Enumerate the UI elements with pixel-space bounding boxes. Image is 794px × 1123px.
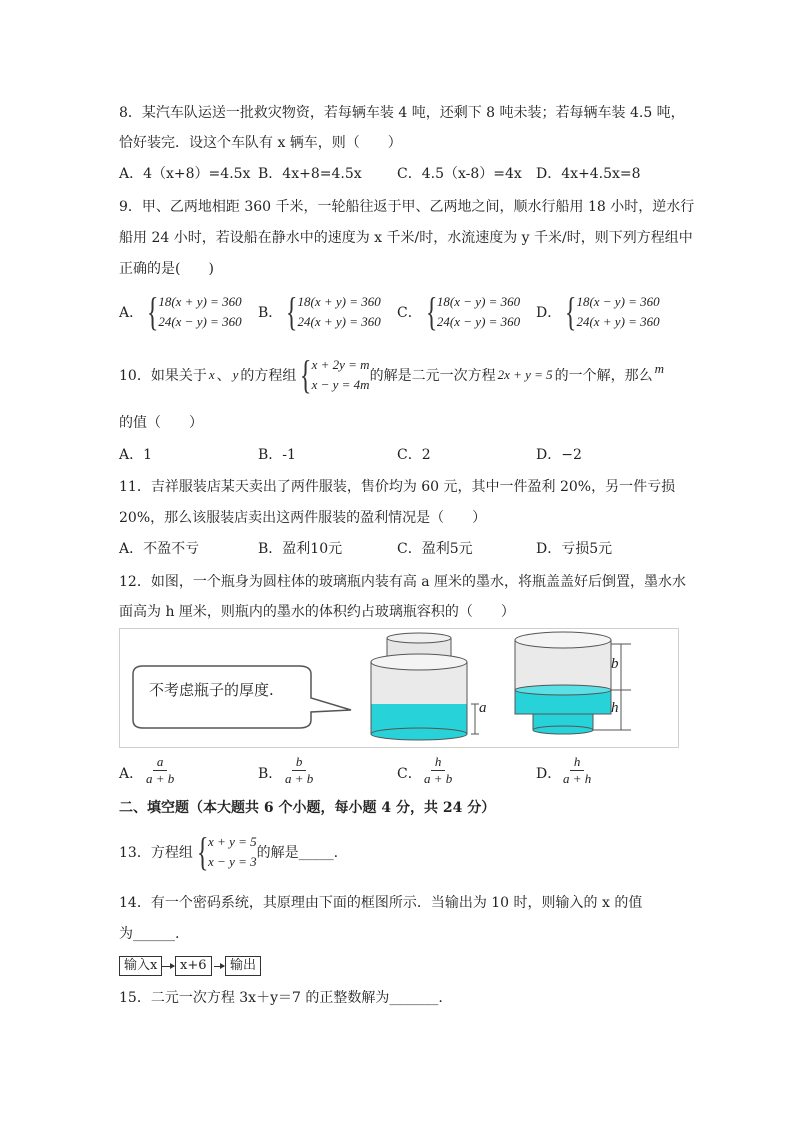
flow-output-box: 输出 [225,956,261,976]
q11-option-d: D．亏损5元 [536,541,613,557]
label-h: h [611,700,619,716]
option-label: C． [397,305,422,321]
var-m: m [654,361,665,376]
equation-system [158,292,241,332]
q9-option-a [119,289,242,334]
denominator: a + b [424,771,453,786]
q12-option-d-fraction [559,754,595,787]
numerator: h [570,754,585,771]
q12-figure [119,628,679,748]
numerator: a [153,754,168,771]
denominator: a + b [285,771,314,786]
q10-line1 [119,352,665,397]
equation: 18(x − y) = 360 [436,294,521,309]
q9-option-c [397,289,521,334]
q15-line1: 15．二元一次方程 3x＋y＝7 的正整数解为_______. [119,990,443,1006]
equation: x − y = 3 [208,854,257,869]
denominator: a + h [563,771,592,786]
brace: { [196,829,209,874]
q10-option-a: A．1 [119,447,153,463]
option-label: B． [258,305,283,321]
q8-option-a: A．4（x+8）=4.5x [119,166,251,182]
equation: 24(x + y) = 360 [297,314,381,329]
equation: x + y = 5 [208,834,257,849]
q10-after: 的解是二元一次方程 [369,368,496,384]
option-label: A． [119,305,144,321]
q10-option-d: D．−2 [536,447,582,463]
section-heading: 二、填空题（本大题共 6 个小题，每小题 4 分，共 24 分） [119,800,496,816]
brace: { [425,289,438,334]
q14-line2: 为______. [119,926,180,942]
equation-system [437,292,520,332]
equation-system [298,292,381,332]
q13-prefix: 13．方程组 [119,845,193,861]
equation-system [208,832,257,872]
q12-line2: 面高为 h 厘米，则瓶内的墨水的体积约占玻璃瓶容积的（ ） [119,604,515,620]
q9-option-d [536,289,660,334]
label-b: b [611,656,619,672]
bubble-text: 不考虑瓶子的厚度. [149,681,274,699]
q9-line1: 9．甲、乙两地相距 360 千米，一轮船往返于甲、乙两地之间，顺水行船用 18 小时，逆水行 [119,199,695,215]
equation: 18(x − y) = 360 [576,294,660,309]
flow-arrow [162,966,174,967]
equation: 18(x + y) = 360 [158,294,242,309]
q8-option-d: D．4x+4.5x=8 [536,166,641,182]
q10-mid: 的方程组 [240,368,297,384]
q12-option-a-label: A． [119,766,144,782]
denominator: a + b [146,771,175,786]
option-label: D． [536,305,562,321]
equation: x + 2y = m [311,357,370,372]
q10-prefix: 10．如果关于 [119,368,207,384]
equation: x − y = 4m [311,377,370,392]
equation: 24(x − y) = 360 [436,314,521,329]
q10-line2: 的值（ ） [119,415,203,431]
q13-line [119,829,339,874]
flow-process-box: x+6 [175,956,212,976]
flow-arrow [214,966,224,967]
q9-line2: 船用 24 小时，若设船在静水中的速度为 x 千米/时，水流速度为 y 千米/时，则下列方程组中 [119,230,693,246]
q11-option-a: A．不盈不亏 [119,541,200,557]
q10-tail: 的一个解，那么 [554,368,653,384]
var-x: x [208,367,215,382]
numerator: h [431,754,446,771]
q12-option-c-label: C． [397,766,422,782]
equation: 18(x + y) = 360 [297,294,381,309]
q10-option-b: B．-1 [258,447,296,463]
separator: 、 [216,368,231,384]
q12-option-c-fraction [420,754,456,787]
numerator: b [292,754,307,771]
q13-suffix: 的解是_____. [256,845,339,861]
q11-line1: 11．吉祥服装店某天卖出了两件服装，售价均为 60 元，其中一件盈利 20%，另一件亏损 [119,479,676,495]
q8-line2: 恰好装完．设这个车队有 x 辆车，则（ ） [119,135,402,151]
q8-option-b: B．4x+8=4.5x [258,166,362,182]
brace: { [286,289,298,334]
q11-line2: 20%，那么该服装店卖出这两件服装的盈利情况是（ ） [119,510,487,526]
equation: 24(x + y) = 360 [576,314,660,329]
q12-line1: 12．如图，一个瓶身为圆柱体的玻璃瓶内装有高 a 厘米的墨水，将瓶盖盖好后倒置，墨水水 [119,574,687,590]
q9-line3: 正确的是( ) [119,261,214,277]
q14-line1: 14．有一个密码系统，其原理由下面的框图所示．当输出为 10 时，则输入的 x 的值 [119,895,643,911]
q12-option-b-fraction [281,754,317,787]
q12-option-d-label: D． [536,766,562,782]
q11-option-c: C．盈利5元 [397,541,473,557]
brace: { [146,289,159,334]
brace: { [300,352,312,397]
q12-option-b-label: B． [258,766,283,782]
equation-system [576,292,659,332]
q9-option-b [258,289,381,334]
label-a: a [479,700,487,716]
q10-option-c: C．2 [397,447,431,463]
brace: { [565,289,577,334]
equation-system [312,355,370,395]
flow-input-box: 输入x [119,956,162,976]
q8-option-c: C．4.5（x-8）=4x [397,166,522,182]
equation: 2x + y = 5 [497,367,553,382]
q8-line1: 8．某汽车队运送一批救灾物资，若每辆车装 4 吨，还剩下 8 吨未装；若每辆车装 4.5 吨， [119,105,685,121]
var-y: y [232,367,239,382]
q12-option-a-fraction [142,754,178,787]
equation: 24(x − y) = 360 [158,314,242,329]
q11-option-b: B．盈利10元 [258,541,343,557]
